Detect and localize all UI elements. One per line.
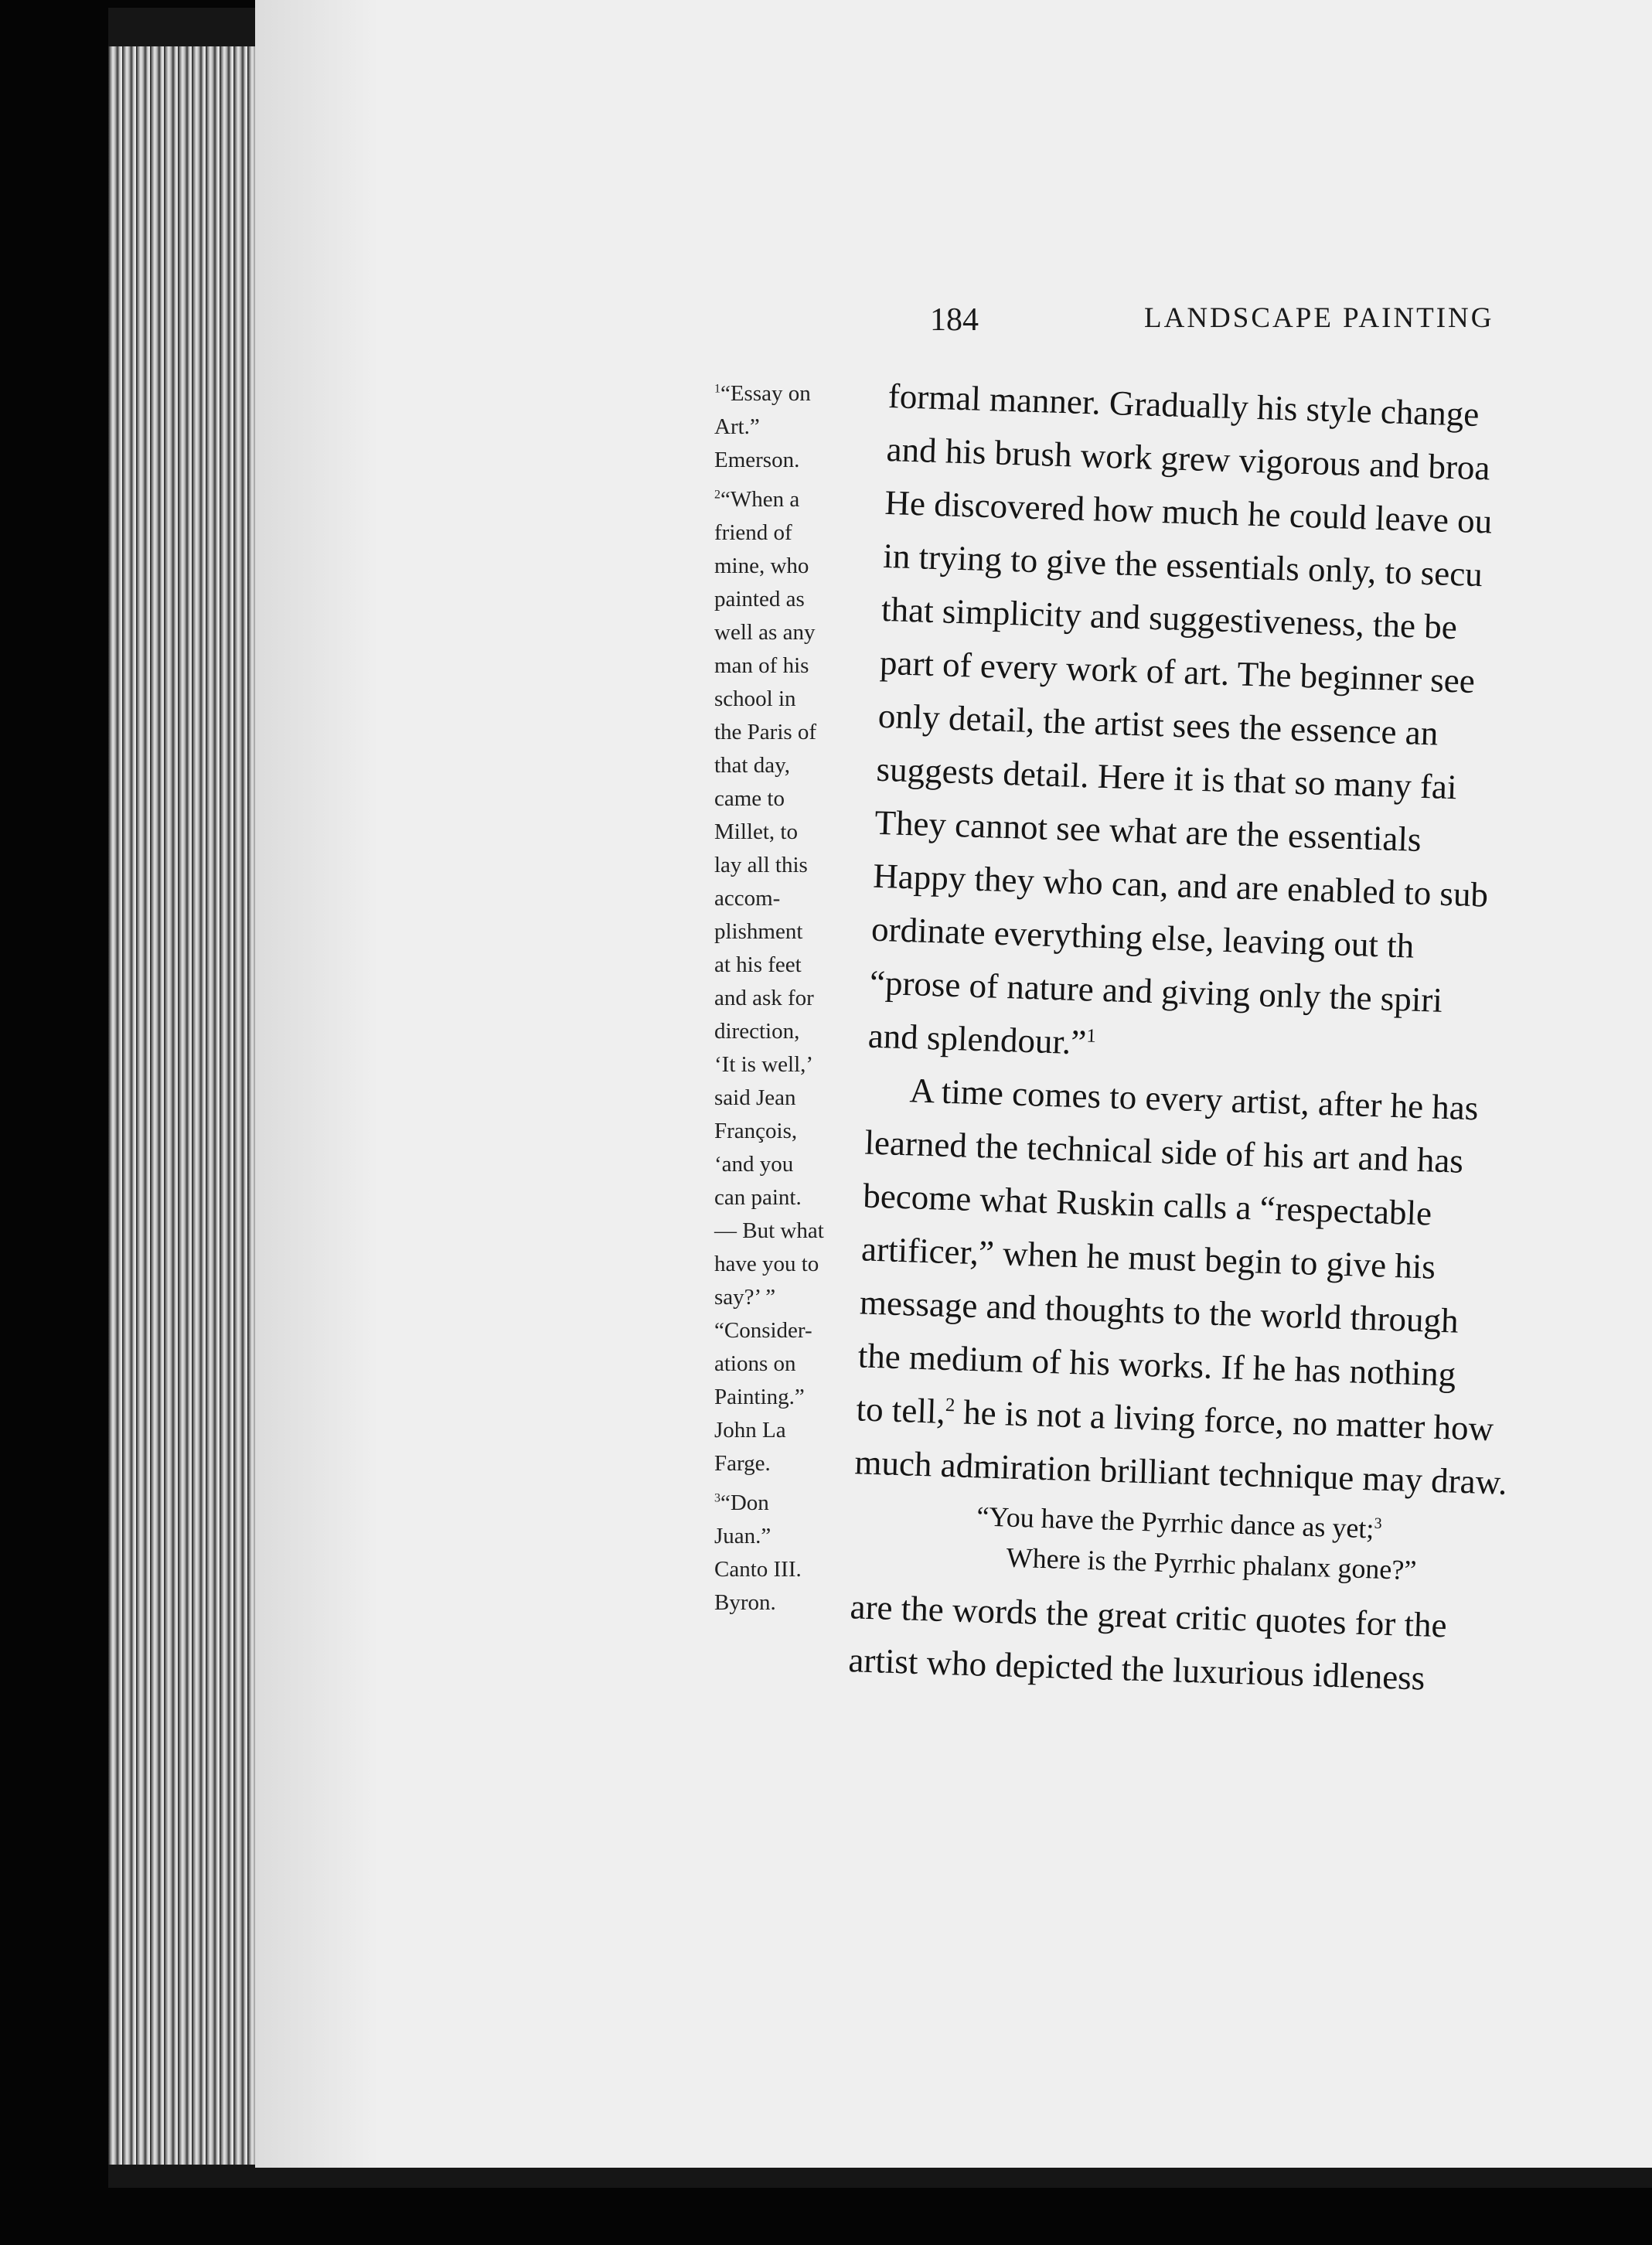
note-line: can paint.: [714, 1185, 802, 1210]
text-line: part of every work of art. The beginner see: [879, 642, 1476, 700]
note-line: and ask for: [714, 986, 814, 1010]
note-line: François,: [714, 1119, 798, 1143]
text-line: They cannot see what are the essentials: [874, 802, 1422, 859]
verse-line: Where is the Pyrrhic phalanx gone?”: [1006, 1542, 1417, 1586]
note-line: ations on: [714, 1351, 796, 1376]
note-line: direction,: [714, 1019, 800, 1044]
note-line: $^2$“When a: [714, 487, 800, 512]
text-line: “prose of nature and giving only the spiri: [869, 962, 1443, 1020]
text-line: Happy they who can, and are enabled to sub: [872, 856, 1489, 915]
note-line: say?’ ”: [714, 1285, 776, 1310]
footnote-marker: 2: [945, 1394, 955, 1416]
text-line: learned the technical side of his art and has: [863, 1122, 1464, 1180]
note-line: Art.”: [714, 414, 760, 439]
text-line: message and thoughts to the world through: [859, 1283, 1460, 1341]
text-line: that simplicity and suggestiveness, the be: [880, 589, 1458, 647]
note-line: “Consider-: [714, 1318, 812, 1343]
note-line: painted as: [714, 587, 805, 611]
page-edges: [108, 46, 263, 2165]
text-line: to tell,$^2$ he is not a living force, no matter how: [855, 1389, 1494, 1449]
note-line: — But what: [714, 1218, 824, 1243]
note-line: ‘It is well,’: [714, 1052, 814, 1077]
note-line: $^3$“Don: [714, 1490, 769, 1515]
text-line: ordinate everything else, leaving out th: [870, 909, 1415, 966]
note-line: well as any: [714, 620, 816, 645]
text-line: and his brush work grew vigorous and broa: [885, 429, 1491, 488]
footnote-marker: 3: [1374, 1514, 1382, 1532]
page-number: 184: [930, 302, 979, 338]
note-line: said Jean: [714, 1085, 796, 1110]
note-line: have you to: [714, 1252, 819, 1276]
margin-note-1: [714, 377, 900, 477]
text-line: A time comes to every artist, after he has: [908, 1071, 1480, 1128]
text-line: only detail, the artist sees the essence an: [877, 696, 1439, 753]
text-line: suggests detail. Here it is that so many fai: [875, 749, 1458, 807]
note-line: plishment: [714, 919, 803, 944]
text-line: artist who depicted the luxurious idleness: [847, 1640, 1426, 1698]
note-line: Byron.: [714, 1590, 776, 1615]
body-text: [847, 370, 1652, 1712]
note-line: mine, who: [714, 554, 809, 578]
running-title: LANDSCAPE PAINTING: [1144, 302, 1494, 334]
note-line: man of his: [714, 653, 809, 678]
footnote-marker: 1: [714, 382, 720, 396]
note-line: at his feet: [714, 952, 802, 977]
text-line: formal manner. Gradually his style change: [887, 376, 1480, 434]
footnote-marker: 2: [714, 488, 720, 502]
note-line: Emerson.: [714, 448, 800, 472]
paragraph-2: [853, 1063, 1652, 1515]
text-line: and splendour.”$^1$: [867, 1016, 1097, 1062]
note-line: friend of: [714, 520, 792, 545]
note-line: John La: [714, 1418, 786, 1443]
note-line: came to: [714, 786, 785, 811]
text-line: in trying to give the essentials only, to secu: [882, 536, 1483, 594]
paragraph-1: [867, 370, 1652, 1088]
note-line: $^1$“Essay on: [714, 381, 811, 406]
note-line: Canto III.: [714, 1557, 802, 1582]
note-line: Painting.”: [714, 1385, 805, 1409]
footnote-marker: 1: [1086, 1025, 1097, 1047]
verse-line: “You have the Pyrrhic dance as yet;$^3$: [976, 1501, 1382, 1545]
page-gutter-shade: [255, 0, 379, 2168]
footnote-marker: 3: [714, 1491, 720, 1505]
note-line: ‘and you: [714, 1152, 794, 1177]
note-line: Millet, to: [714, 819, 798, 844]
text-line: the medium of his works. If he has nothing: [857, 1336, 1456, 1394]
text-line: artificer,” when he must begin to give his: [860, 1229, 1436, 1286]
note-line: school in: [714, 686, 796, 711]
note-line: Farge.: [714, 1451, 771, 1476]
text-line: much admiration brilliant technique may draw.: [853, 1443, 1508, 1502]
text-line: are the words the great critic quotes for the: [849, 1587, 1448, 1645]
note-line: lay all this: [714, 853, 808, 877]
text-line: become what Ruskin calls a “respectable: [862, 1176, 1432, 1233]
note-line: the Paris of: [714, 720, 817, 744]
note-line: that day,: [714, 753, 790, 778]
note-line: accom-: [714, 886, 781, 911]
text-line: He discovered how much he could leave ou: [884, 482, 1493, 541]
note-line: Juan.”: [714, 1524, 772, 1548]
